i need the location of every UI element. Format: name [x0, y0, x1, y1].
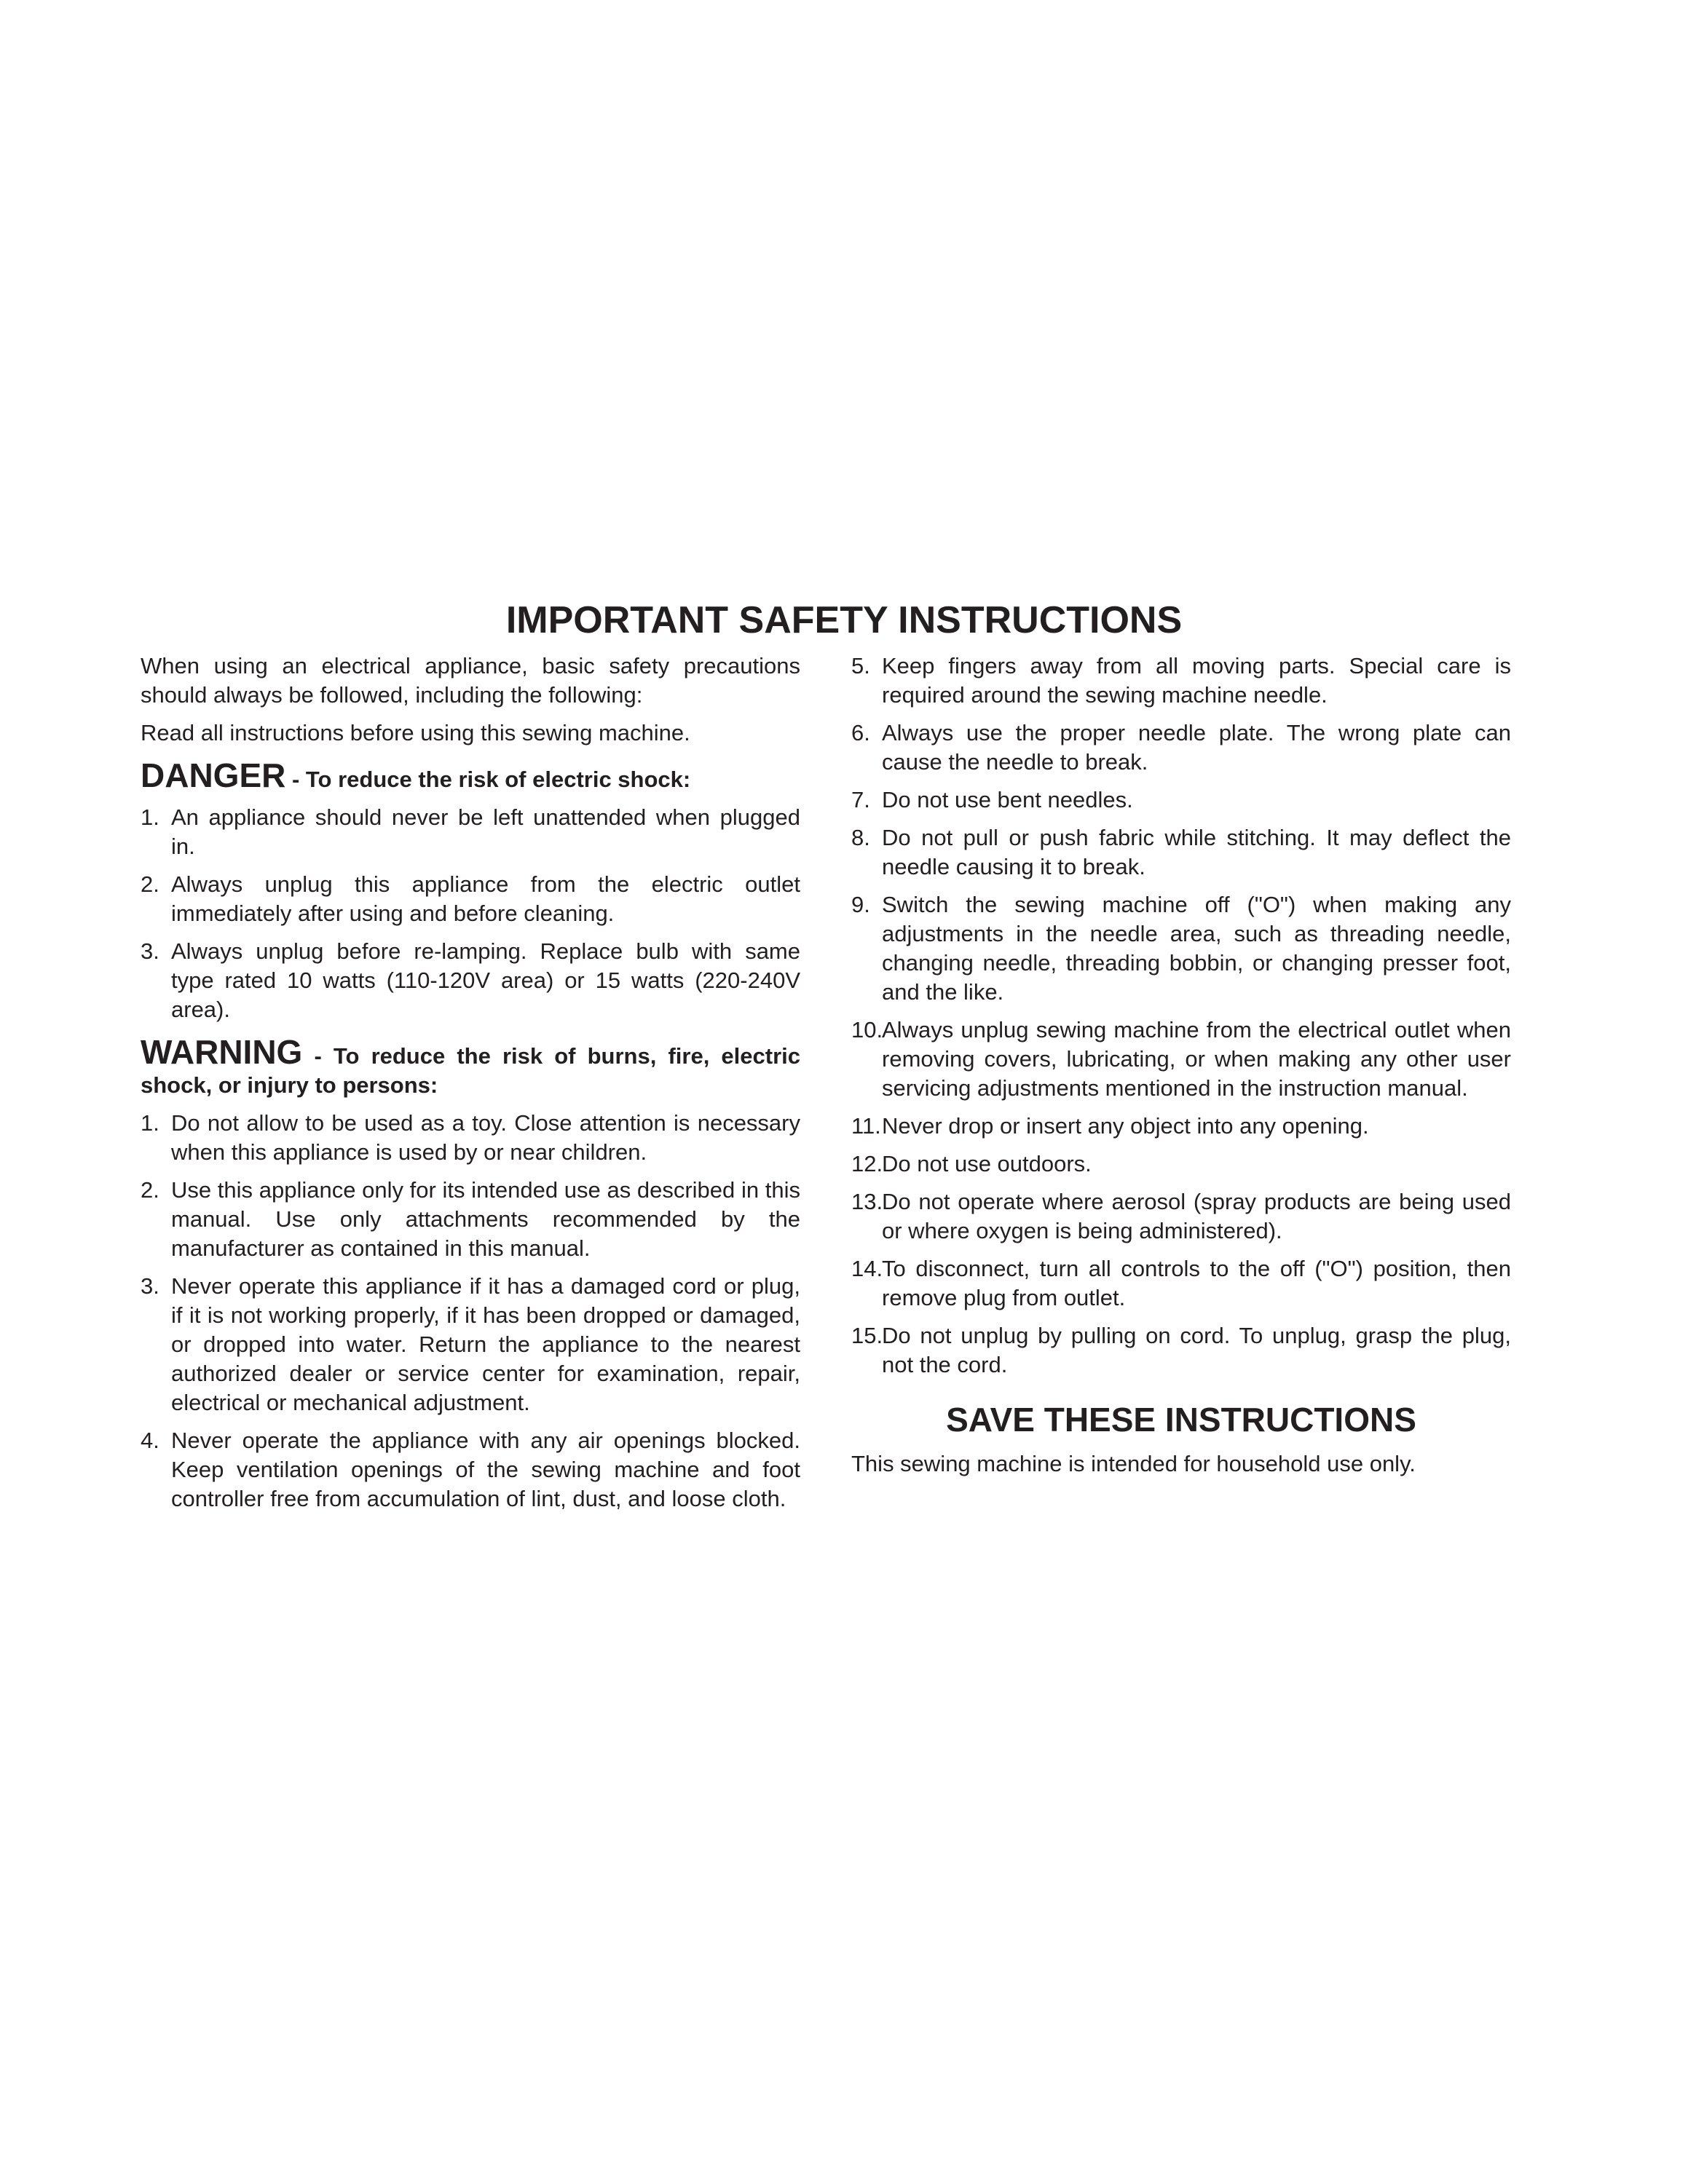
item-text: Do not unplug by pulling on cord. To unplug, grasp the plug, not the cord. [882, 1323, 1511, 1377]
list-item [851, 823, 1511, 882]
danger-list [141, 803, 800, 1024]
list-item [141, 1176, 800, 1263]
item-text: Do not pull or push fabric while stitching. It may deflect the needle causing it to break. [882, 825, 1511, 879]
list-item [141, 1109, 800, 1167]
item-text: An appliance should never be left unattended when plugged in. [171, 804, 800, 859]
list-item [851, 1112, 1511, 1141]
item-number: 11. [851, 1113, 881, 1139]
list-item [141, 1272, 800, 1417]
item-number: 12. [851, 1151, 883, 1176]
item-number: 2. [141, 871, 159, 897]
item-text: Always use the proper needle plate. The wrong plate can cause the needle to break. [882, 720, 1511, 775]
warning-heading [141, 1033, 800, 1100]
warning-list-left [141, 1109, 800, 1514]
left-column [141, 652, 800, 1522]
item-number: 10. [851, 1017, 883, 1042]
list-item [851, 890, 1511, 1007]
list-item [851, 1187, 1511, 1246]
list-item [851, 1150, 1511, 1179]
read-instructions-paragraph: Read all instructions before using this sewing machine. [141, 720, 690, 745]
list-item [851, 1254, 1511, 1313]
list-item [851, 1016, 1511, 1103]
item-number: 9. [851, 892, 870, 917]
warning-list-right [851, 652, 1511, 1380]
warning-subtitle: - To reduce the risk of burns, fire, electric shock, or injury to persons: [141, 1043, 800, 1098]
page-title: IMPORTANT SAFETY INSTRUCTIONS [505, 599, 1183, 641]
household-use-note: This sewing machine is intended for household use only. [851, 1451, 1416, 1476]
list-item [851, 786, 1511, 815]
item-number: 2. [141, 1177, 159, 1203]
item-number: 1. [141, 1110, 159, 1136]
item-text: Switch the sewing machine off ("O") when making any adjustments in the needle area, such as threading needle, changing needle, threading bobbin, or changing presser foot, and the like. [882, 892, 1511, 1005]
list-item [141, 937, 800, 1024]
item-number: 8. [851, 825, 870, 850]
item-text: Always unplug this appliance from the electric outlet immediately after using and before cleaning. [171, 871, 800, 926]
list-item [851, 719, 1511, 777]
item-number: 1. [141, 804, 159, 830]
danger-word: DANGER [141, 756, 286, 794]
item-number: 3. [141, 938, 159, 964]
right-column [851, 652, 1511, 1487]
item-text: To disconnect, turn all controls to the off ("O") position, then remove plug from outlet. [882, 1256, 1511, 1310]
item-text: Do not use outdoors. [882, 1151, 1092, 1176]
save-instructions-heading: SAVE THESE INSTRUCTIONS [946, 1401, 1416, 1439]
item-number: 14. [851, 1256, 883, 1281]
intro-paragraph: When using an electrical appliance, basic safety precautions should always be followed, including the following: [141, 653, 800, 708]
list-item [141, 870, 800, 928]
item-number: 5. [851, 653, 870, 678]
item-text: Never drop or insert any object into any opening. [882, 1113, 1369, 1139]
item-number: 3. [141, 1273, 159, 1299]
list-item [851, 1321, 1511, 1380]
item-text: Always unplug sewing machine from the electrical outlet when removing covers, lubricating, or when making any other user servicing adjustments mentioned in the instruction manual. [882, 1017, 1511, 1101]
item-text: Always unplug before re-lamping. Replace bulb with same type rated 10 watts (110-120V area) or 15 watts (220-240V area). [171, 938, 800, 1022]
item-number: 6. [851, 720, 870, 745]
list-item [141, 1426, 800, 1514]
item-number: 7. [851, 787, 870, 812]
item-text: Use this appliance only for its intended use as described in this manual. Use only attachments recommended by the manufacturer as contained in this manual. [171, 1177, 800, 1261]
item-number: 15. [851, 1323, 883, 1348]
item-number: 4. [141, 1428, 159, 1453]
item-text: Keep fingers away from all moving parts. Special care is required around the sewing machine needle. [882, 653, 1511, 708]
list-item [851, 652, 1511, 710]
item-text: Never operate the appliance with any air openings blocked. Keep ventilation openings of the sewing machine and foot controller free from accumulation of lint, dust, and loose cloth. [171, 1428, 800, 1511]
warning-word: WARNING [141, 1033, 303, 1071]
item-text: Never operate this appliance if it has a damaged cord or plug, if it is not working properly, if it has been dropped or damaged, or dropped into water. Return the appliance to the nearest authorized dealer or service center for examination, repair, electrical or mechanical adjustment. [171, 1273, 800, 1415]
list-item [141, 803, 800, 861]
item-text: Do not use bent needles. [882, 787, 1133, 812]
item-text: Do not allow to be used as a toy. Close attention is necessary when this appliance is used by or near children. [171, 1110, 800, 1165]
danger-heading [141, 756, 800, 794]
item-number: 13. [851, 1189, 883, 1214]
item-text: Do not operate where aerosol (spray products are being used or where oxygen is being administered). [882, 1189, 1511, 1243]
danger-subtitle: - To reduce the risk of electric shock: [285, 767, 691, 792]
